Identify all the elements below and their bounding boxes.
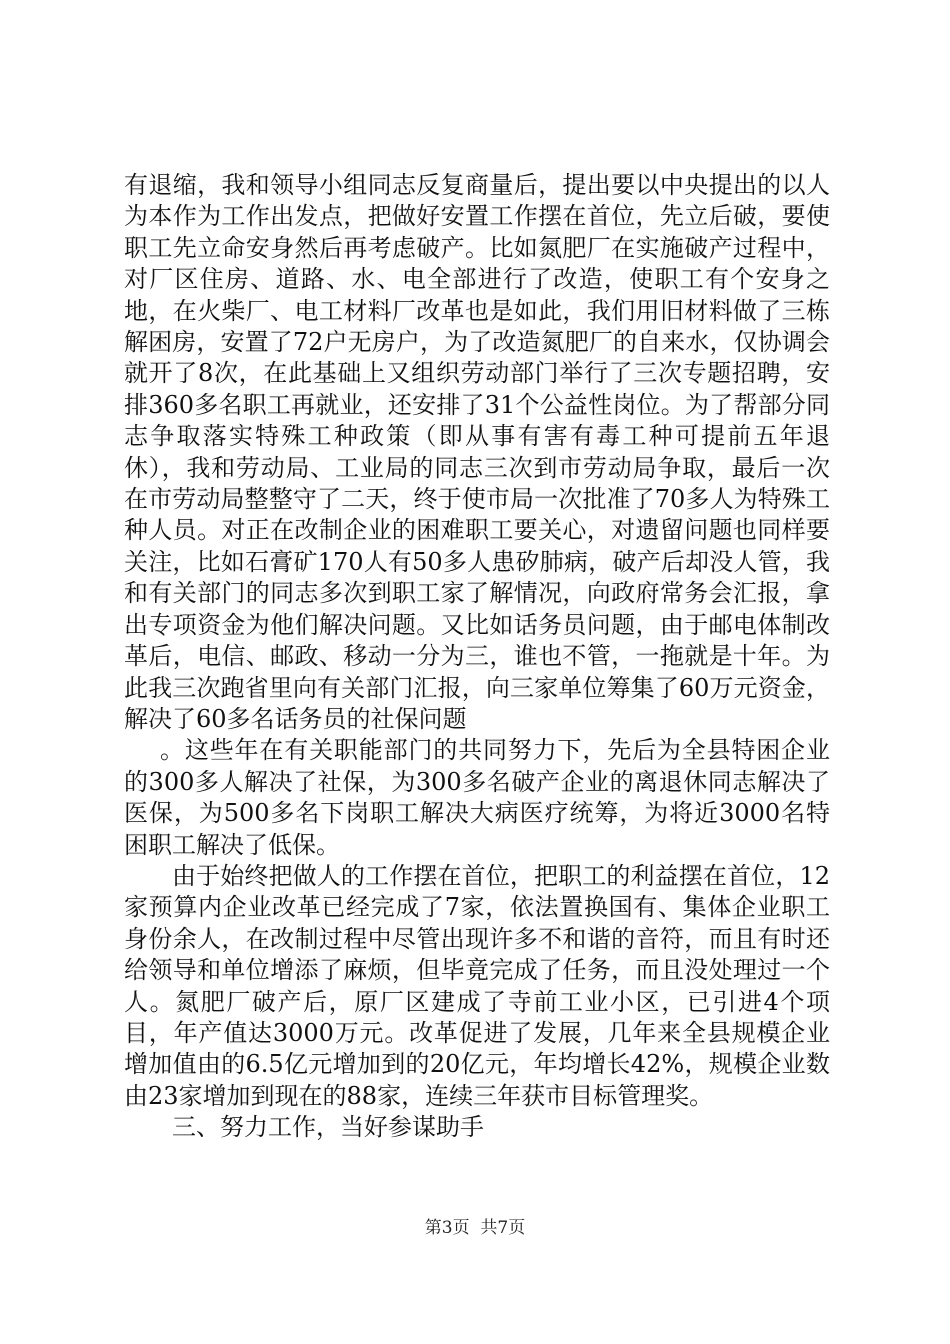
paragraph-2: 。这些年在有关职能部门的共同努力下，先后为全县特困企业的300多人解决了社保，为300多名破产企业的离退休同志解决了医保，为500多名下岗职工解决大病医疗统筹，为将近3000名特困职工解决了低保。 [124, 736, 830, 859]
page-footer [0, 1213, 950, 1238]
section-heading: 三、努力工作，当好参谋助手 [172, 1113, 484, 1142]
page-number: 第3页 共7页 [424, 1218, 526, 1238]
document-body [124, 170, 830, 1144]
paragraph-1: 有退缩，我和领导小组同志反复商量后，提出要以中央提出的以人为本作为工作出发点，把做好安置工作摆在首位，先立后破，要使职工先立命安身然后再考虑破产。比如氮肥厂在实施破产过程中，对厂区住房、道路、水、电全部进行了改造，使职工有个安身之地，在火柴厂、电工材料厂改革也是如此，我们用旧材料做了三栋解困房，安置了72户无房户，为了改造氮肥厂的自来水，仅协调会就开了8次，在此基础上又组织劳动部门举行了三次专题招聘，安排360多名职工再就业，还安排了31个公益性岗位。为了帮部分同志争取落实特殊工种政策（即从事有害有毒工种可提前五年退休），我和劳动局、工业局的同志三次到市劳动局争取，最后一次在市劳动局整整守了二天，终于使市局一次批准了70多人为特殊工种人员。对正在改制企业的困难职工要关心，对遗留问题也同样要关注，比如石膏矿170人有50多人患矽肺病，破产后却没人管，我和有关部门的同志多次到职工家了解情况，向政府常务会汇报，拿出专项资金为他们解决问题。又比如话务员问题，由于邮电体制改革后，电信、邮政、移动一分为三，谁也不管，一拖就是十年。为此我三次跑省里向有关部门汇报，向三家单位筹集了60万元资金，解决了60多名话务员的社保问题 [124, 171, 830, 733]
paragraph-3: 由于始终把做人的工作摆在首位，把职工的利益摆在首位，12家预算内企业改革已经完成了7家，依法置换国有、集体企业职工身份余人，在改制过程中尽管出现许多不和谐的音符，而且有时还给领导和单位增添了麻烦，但毕竟完成了任务，而且没处理过一个人。氮肥厂破产后，原厂区建成了寺前工业小区，已引进4个项目，年产值达3000万元。改革促进了发展，几年来全县规模企业增加值由的6.5亿元增加到的20亿元，年均增长42%，规模企业数由23家增加到现在的88家，连续三年获市目标管理奖。 [124, 861, 830, 1110]
